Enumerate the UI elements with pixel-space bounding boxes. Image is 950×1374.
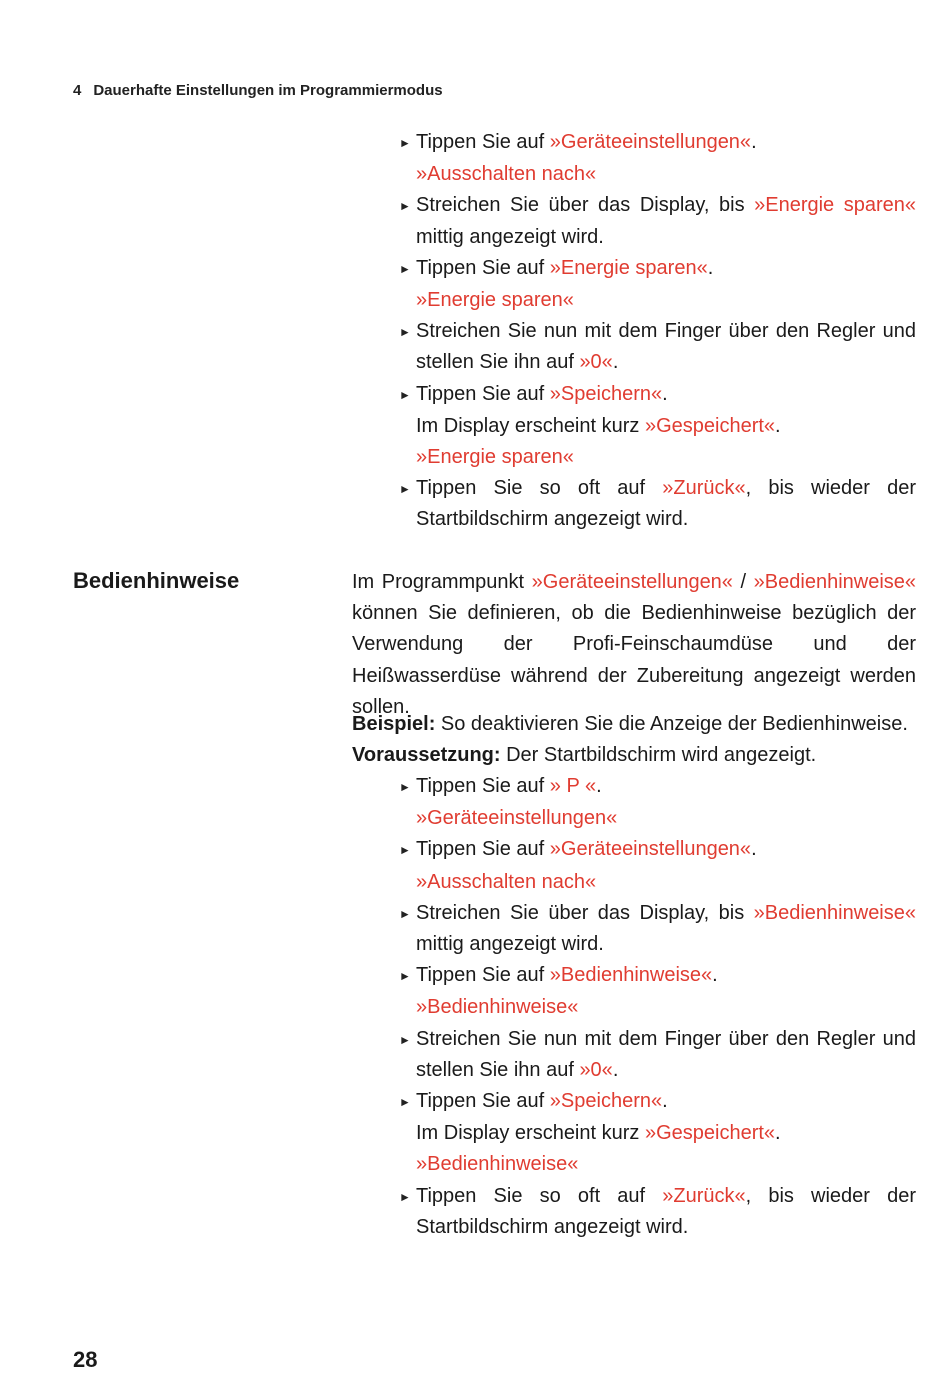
step-text bbox=[416, 473, 916, 535]
bullet-arrow-icon: ► bbox=[399, 199, 411, 214]
instruction-step bbox=[399, 1024, 916, 1086]
result-line bbox=[399, 285, 916, 316]
menu-term: »Gespeichert« bbox=[644, 1122, 776, 1145]
menu-term: »Geräteeinstellungen« bbox=[549, 131, 752, 153]
menu-term: »Ausschalten nach« bbox=[416, 163, 597, 186]
result-line bbox=[399, 867, 916, 898]
result-line bbox=[399, 159, 916, 190]
step-text bbox=[416, 127, 916, 159]
step-text bbox=[416, 1118, 916, 1149]
text-run: . bbox=[596, 775, 602, 797]
text-run: Tippen Sie so oft auf bbox=[416, 477, 663, 500]
step-text bbox=[416, 190, 916, 252]
instruction-step bbox=[399, 127, 916, 159]
text-run: . bbox=[751, 838, 757, 861]
menu-term: »Geräteeinstellungen« bbox=[531, 571, 733, 593]
step-text bbox=[416, 442, 916, 473]
menu-term: »Energie sparen« bbox=[416, 446, 574, 469]
menu-term: »Energie sparen« bbox=[754, 194, 916, 217]
instruction-step bbox=[399, 834, 916, 866]
chapter-number: 4 bbox=[73, 82, 82, 99]
menu-term: »0« bbox=[579, 1058, 613, 1081]
instruction-step bbox=[399, 1086, 916, 1118]
bullet-arrow-icon: ► bbox=[399, 136, 411, 150]
bullet-arrow-icon: ► bbox=[399, 482, 411, 497]
text-run: Tippen Sie auf bbox=[416, 256, 550, 279]
bullet-arrow-icon: ► bbox=[399, 906, 411, 921]
step-text bbox=[416, 253, 916, 285]
text-run: . bbox=[775, 414, 781, 437]
section-intro bbox=[352, 567, 916, 723]
bullet-arrow-icon: ► bbox=[399, 780, 411, 794]
text-run: Tippen Sie auf bbox=[416, 775, 550, 797]
menu-term: »0« bbox=[579, 351, 613, 374]
text-run: Tippen Sie auf bbox=[416, 1090, 550, 1113]
page-header bbox=[73, 82, 443, 99]
text-run: . bbox=[775, 1122, 781, 1145]
text-run: Im Programmpunkt bbox=[352, 571, 532, 593]
instruction-step bbox=[399, 473, 916, 535]
step-text bbox=[416, 1086, 916, 1118]
menu-term: »Geräteeinstellungen« bbox=[549, 838, 752, 861]
chapter-title: Dauerhafte Einstellungen im Programmiermodus bbox=[93, 82, 443, 99]
precondition-line bbox=[352, 740, 916, 771]
text-run: Tippen Sie auf bbox=[416, 382, 550, 405]
text-run: Im Display erscheint kurz bbox=[416, 414, 645, 437]
example-label: Beispiel: bbox=[352, 713, 436, 735]
text-run: Tippen Sie auf bbox=[416, 838, 550, 861]
bullet-arrow-icon: ► bbox=[399, 1095, 411, 1110]
example-line bbox=[352, 709, 916, 740]
instruction-step bbox=[399, 253, 916, 285]
bullet-arrow-icon: ► bbox=[399, 387, 411, 402]
text-run: / bbox=[732, 571, 754, 593]
menu-term: »Zurück« bbox=[662, 1184, 746, 1207]
text-run: Streichen Sie nun mit dem Finger über den Regler und stellen Sie ihn auf bbox=[416, 1027, 916, 1081]
result-line bbox=[399, 992, 916, 1023]
menu-term: »Bedienhinweise« bbox=[753, 571, 917, 593]
step-text bbox=[416, 834, 916, 866]
step-text bbox=[416, 159, 916, 190]
text-run: können Sie definieren, ob die Bedienhinweise bezüglich der Verwendung der Profi-Feinschaumdüse und der Heißwasserdüse während der Zubereitung angezeigt werden sollen. bbox=[352, 602, 916, 718]
instruction-step bbox=[399, 898, 916, 960]
menu-term: »Speichern« bbox=[549, 1090, 663, 1113]
example-text: So deaktivieren Sie die Anzeige der Bedienhinweise. bbox=[435, 713, 908, 735]
text-run: . bbox=[712, 964, 718, 987]
text-run: Streichen Sie über das Display, bis bbox=[416, 901, 754, 924]
step-text bbox=[416, 771, 916, 803]
menu-term: »Geräteeinstellungen« bbox=[416, 807, 618, 830]
step-text bbox=[416, 803, 916, 834]
menu-term: »Gespeichert« bbox=[644, 414, 776, 437]
result-line bbox=[399, 1149, 916, 1180]
bullet-arrow-icon: ► bbox=[399, 843, 411, 858]
menu-term: »Bedienhinweise« bbox=[416, 1153, 579, 1176]
result-line bbox=[399, 1118, 916, 1149]
menu-term: »Bedienhinweise« bbox=[753, 901, 916, 924]
menu-term: »Ausschalten nach« bbox=[416, 870, 597, 893]
instruction-step bbox=[399, 771, 916, 803]
instruction-step bbox=[399, 190, 916, 252]
text-run: , bis wieder der Startbildschirm angezeigt wird. bbox=[416, 477, 916, 531]
text-run: Streichen Sie über das Display, bis bbox=[416, 194, 755, 217]
step-text bbox=[416, 285, 916, 316]
text-run: . bbox=[662, 1090, 668, 1113]
menu-term: »Bedienhinweise« bbox=[416, 996, 579, 1019]
bullet-arrow-icon: ► bbox=[399, 261, 411, 276]
result-line bbox=[399, 803, 916, 834]
menu-term: »Energie sparen« bbox=[416, 289, 574, 312]
text-run: Tippen Sie auf bbox=[416, 131, 550, 153]
precondition-label: Voraussetzung: bbox=[352, 744, 501, 766]
text-run: , bis wieder der Startbildschirm angezeigt wird. bbox=[416, 1184, 916, 1238]
text-run: . bbox=[707, 256, 714, 279]
step-text bbox=[416, 1149, 916, 1180]
text-run: Tippen Sie auf bbox=[416, 964, 550, 987]
precondition-text: Der Startbildschirm wird angezeigt. bbox=[500, 744, 817, 766]
menu-term: »Bedienhinweise« bbox=[549, 964, 713, 987]
result-line bbox=[399, 442, 916, 473]
instruction-list-hints bbox=[399, 771, 916, 1243]
instruction-list-energy bbox=[399, 127, 916, 536]
instruction-step bbox=[399, 316, 916, 378]
text-run: mittig angezeigt wird. bbox=[416, 225, 604, 248]
step-text bbox=[416, 867, 916, 898]
step-text bbox=[416, 898, 916, 960]
instruction-step bbox=[399, 960, 916, 992]
text-run: Tippen Sie so oft auf bbox=[416, 1184, 663, 1207]
text-run: . bbox=[751, 131, 757, 153]
instruction-step bbox=[399, 1181, 916, 1243]
step-text bbox=[416, 1024, 916, 1086]
text-run: . bbox=[612, 351, 619, 374]
step-text bbox=[416, 992, 916, 1023]
bullet-arrow-icon: ► bbox=[399, 325, 411, 340]
step-text bbox=[416, 960, 916, 992]
bullet-arrow-icon: ► bbox=[399, 969, 411, 984]
text-run: . bbox=[662, 382, 668, 405]
section-title: Bedienhinweise bbox=[73, 568, 240, 593]
step-text bbox=[416, 379, 916, 411]
step-text bbox=[416, 316, 916, 378]
menu-term: »Zurück« bbox=[662, 477, 746, 500]
step-text bbox=[416, 411, 916, 442]
step-text bbox=[416, 1181, 916, 1243]
text-run: . bbox=[612, 1058, 619, 1081]
text-run: mittig angezeigt wird. bbox=[416, 933, 604, 956]
instruction-step bbox=[399, 379, 916, 411]
text-run: Streichen Sie nun mit dem Finger über den Regler und stellen Sie ihn auf bbox=[416, 320, 916, 374]
page-number: 28 bbox=[73, 1347, 98, 1372]
bullet-arrow-icon: ► bbox=[399, 1189, 411, 1204]
bullet-arrow-icon: ► bbox=[399, 1032, 411, 1047]
menu-term: » P « bbox=[549, 775, 597, 797]
menu-term: »Energie sparen« bbox=[549, 256, 708, 279]
menu-term: »Speichern« bbox=[549, 382, 663, 405]
text-run: Im Display erscheint kurz bbox=[416, 1122, 645, 1145]
result-line bbox=[399, 411, 916, 442]
